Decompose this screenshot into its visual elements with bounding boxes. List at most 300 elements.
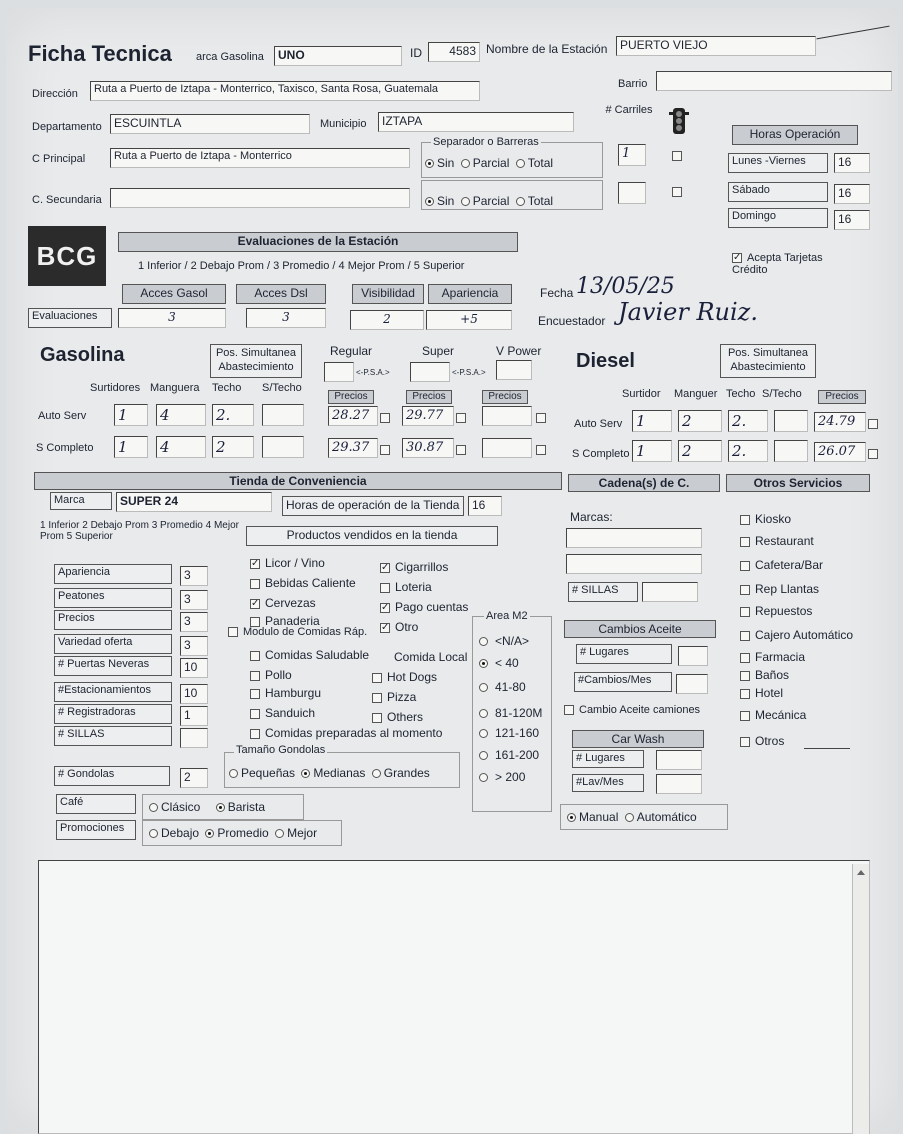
producto-checkbox[interactable]: ✓: [251, 597, 260, 609]
psa-label-2: <-P.S.A.>: [452, 368, 486, 377]
carwash-mode-options[interactable]: [564, 810, 697, 824]
carriles-secundaria-field[interactable]: [618, 182, 646, 204]
total-label: Total: [527, 194, 554, 208]
debajo-label: Debajo: [161, 826, 200, 840]
checkbox[interactable]: [868, 449, 878, 459]
checkbox[interactable]: [250, 689, 260, 699]
medianas-radio[interactable]: [301, 769, 310, 778]
comidas-saludable-label: Comidas Saludable: [265, 648, 370, 662]
area-option[interactable]: [476, 748, 539, 762]
direccion-field[interactable]: Ruta a Puerto de Iztapa - Monterrico, Taxisco, Santa Rosa, Guatemala: [90, 81, 480, 101]
otros-servicio-checkbox[interactable]: [740, 689, 750, 699]
cambios-aceite-header: Cambios Aceite: [564, 620, 716, 638]
total-radio[interactable]: [516, 197, 525, 206]
gas-autoserv-regular-precio[interactable]: 28.27: [328, 406, 378, 426]
producto-item[interactable]: [380, 580, 432, 594]
checkbox[interactable]: [536, 445, 546, 455]
sin-label: Sin: [437, 194, 455, 208]
pollo[interactable]: [250, 668, 292, 682]
diesel-pos-simultanea: Pos. Simultanea Abastecimiento: [720, 344, 816, 378]
fecha-label: Fecha: [540, 286, 574, 300]
producto-label: Pago cuentas: [395, 600, 469, 614]
otros-servicio-checkbox[interactable]: [740, 607, 750, 617]
gas-autoserv-vpower-precio[interactable]: [482, 406, 532, 426]
gas-autoserv-super-check[interactable]: [456, 410, 471, 424]
mejor-radio[interactable]: [275, 829, 284, 838]
gas-scompleto-vpower-precio[interactable]: [482, 438, 532, 458]
gas-autoserv-vpower-check[interactable]: [536, 410, 551, 424]
hours-sunday-label: Domingo: [728, 208, 828, 228]
otros-servicio-item[interactable]: [740, 604, 812, 618]
area-option-label: 121-160: [495, 726, 540, 740]
id-label: ID: [410, 46, 422, 60]
tienda-rating-label: # Gondolas: [54, 766, 170, 786]
otros-servicio-item[interactable]: [740, 628, 853, 642]
area-radio[interactable]: [479, 773, 488, 782]
area-radio[interactable]: [479, 683, 488, 692]
separador-label: Separador o Barreras: [433, 136, 539, 148]
otros-servicio-checkbox[interactable]: [740, 653, 750, 663]
dsl-scompleto-stecho[interactable]: [774, 440, 808, 462]
area-radio[interactable]: [479, 709, 488, 718]
mejor-label: Mejor: [287, 826, 318, 840]
precios-super-header: Precios: [406, 390, 452, 404]
pollo-label: Pollo: [265, 668, 292, 682]
producto-checkbox[interactable]: ✓: [381, 601, 390, 613]
fecha-value[interactable]: 13/05/25: [576, 274, 675, 299]
carwash-lav-field[interactable]: [656, 774, 702, 794]
form-page: [6, 8, 898, 1134]
hours-weekday-field[interactable]: 16: [834, 153, 870, 173]
otros-servicio-item[interactable]: [740, 582, 819, 596]
otros-servicios-header: Otros Servicios: [726, 474, 870, 492]
manual-radio[interactable]: [567, 813, 576, 822]
marcas-field-1[interactable]: [566, 528, 702, 548]
separador-secundaria-options[interactable]: [422, 194, 553, 208]
hamburgu[interactable]: [250, 686, 321, 700]
gas-autoserv-stecho[interactable]: [262, 404, 304, 426]
area-m2-label: Area M2: [486, 610, 528, 622]
total-radio[interactable]: [516, 159, 525, 168]
otros-servicio-label: Mecánica: [755, 708, 807, 722]
carriles-label: # Carriles: [605, 104, 653, 116]
tienda-horas-label: Horas de operación de la Tienda: [282, 496, 464, 516]
c-principal-field[interactable]: Ruta a Puerto de Iztapa - Monterrico: [110, 148, 410, 168]
tienda-scale: 1 Inferior 2 Debajo Prom 3 Promedio 4 Mejor Prom 5 Superior: [40, 520, 239, 542]
car-wash-header: Car Wash: [572, 730, 704, 748]
gas-autoserv-super-precio[interactable]: 29.77: [402, 406, 454, 426]
separador-principal-options[interactable]: [422, 156, 553, 170]
otros-servicio-item[interactable]: [740, 668, 789, 682]
checkbox[interactable]: [456, 445, 466, 455]
producto-label: Panaderia: [265, 614, 320, 628]
producto-label: Cigarrillos: [395, 560, 449, 574]
barrio-field[interactable]: [656, 71, 892, 91]
otros-servicio-item[interactable]: [740, 686, 783, 700]
cadena-sillas-field[interactable]: [642, 582, 698, 602]
area-radio[interactable]: [479, 729, 488, 738]
acces-dsl-field[interactable]: 3: [246, 308, 326, 328]
sin-radio[interactable]: [425, 159, 434, 168]
hours-saturday-label: Sábado: [728, 182, 828, 202]
dsl-scompleto-surtidor[interactable]: 1: [632, 440, 672, 462]
gas-autoserv-regular-check[interactable]: [380, 410, 395, 424]
otros-servicio-label: Baños: [755, 668, 790, 682]
sanduich[interactable]: [250, 706, 315, 720]
checkbox[interactable]: [372, 693, 382, 703]
tienda-rating-label: # SILLAS: [54, 726, 172, 746]
c-secundaria-label: C. Secundaria: [32, 194, 102, 206]
dsl-col-manguer: Manguer: [674, 388, 718, 400]
notes-scrollbar[interactable]: [852, 864, 869, 1134]
area-radio[interactable]: [479, 659, 488, 668]
area-option-label: <N/A>: [495, 634, 530, 648]
gas-scompleto-regular-check[interactable]: [380, 442, 395, 456]
dsl-col-stecho: S/Techo: [762, 388, 802, 400]
tienda-rating-field[interactable]: 3: [180, 566, 208, 586]
area-option-label: 41-80: [495, 680, 526, 694]
total-label: Total: [527, 156, 554, 170]
otros-servicio-item[interactable]: [740, 734, 784, 748]
checkbox[interactable]: [380, 413, 390, 423]
tienda-rating-field[interactable]: [180, 728, 208, 748]
promedio-label: Promedio: [217, 826, 269, 840]
tienda-rating-label: Peatones: [54, 588, 172, 608]
tienda-rating-field[interactable]: 3: [180, 636, 208, 656]
checkbox[interactable]: [456, 413, 466, 423]
producto-item[interactable]: [250, 576, 356, 590]
encuestador-value[interactable]: Javier Ruiz.: [618, 298, 758, 326]
dsl-col-techo: Techo: [726, 388, 756, 400]
marca-gasolina-label: arca Gasolina: [196, 51, 264, 63]
area-option[interactable]: [476, 656, 519, 670]
acces-gasol-header: Acces Gasol: [122, 284, 226, 304]
tienda-horas-field[interactable]: 16: [468, 496, 502, 516]
area-option[interactable]: [476, 634, 529, 648]
direccion-label: Dirección: [32, 88, 78, 100]
gas-scompleto-stecho[interactable]: [262, 436, 304, 458]
carriles-principal-field[interactable]: 1: [618, 144, 646, 166]
id-field[interactable]: 4583: [428, 42, 480, 62]
otros-servicio-item[interactable]: [740, 650, 805, 664]
producto-item[interactable]: [380, 560, 448, 574]
producto-checkbox[interactable]: ✓: [381, 561, 390, 573]
promo-options[interactable]: [146, 826, 317, 840]
otros-servicio-label: Cafetera/Bar: [755, 558, 824, 572]
dsl-autoserv-techo[interactable]: 2.: [728, 410, 768, 432]
otros-servicio-item[interactable]: [740, 512, 791, 526]
carriles-secundaria-check[interactable]: [672, 184, 687, 198]
otros-servicio-label: Restaurant: [755, 534, 814, 548]
comidas-preparadas[interactable]: [250, 726, 442, 740]
acepta-tarjetas[interactable]: [732, 252, 852, 276]
gas-scompleto-label: S Completo: [36, 442, 94, 454]
automatico-radio[interactable]: [625, 813, 634, 822]
comidas-saludable[interactable]: [250, 648, 369, 662]
tienda-rating-field[interactable]: 10: [180, 658, 208, 678]
tienda-marca-label: Marca: [50, 492, 112, 510]
area-option[interactable]: [476, 680, 526, 694]
promociones-label: Promociones: [56, 820, 136, 840]
area-option-label: 161-200: [495, 748, 540, 762]
otros-servicio-label: Rep Llantas: [755, 582, 820, 596]
gas-scompleto-manguera[interactable]: 4: [156, 436, 206, 458]
grandes-label: Grandes: [383, 766, 430, 780]
producto-checkbox[interactable]: [250, 579, 260, 589]
others-label: Others: [387, 710, 424, 724]
otros-servicio-checkbox[interactable]: [740, 737, 750, 747]
c-secundaria-field[interactable]: [110, 188, 410, 208]
producto-item[interactable]: [380, 600, 468, 614]
dsl-scompleto-check[interactable]: [868, 446, 883, 460]
tienda-rating-label: # Registradoras: [54, 704, 172, 724]
tienda-rating-label: Precios: [54, 610, 172, 630]
barrio-label: Barrio: [618, 78, 648, 90]
regular-pos-field[interactable]: [324, 362, 354, 382]
gas-col-surtidores: Surtidores: [90, 382, 141, 394]
gas-scompleto-surtidores[interactable]: 1: [114, 436, 148, 458]
gas-autoserv-techo[interactable]: 2.: [212, 404, 254, 426]
marcas-label: Marcas:: [570, 510, 613, 524]
otros-servicio-checkbox[interactable]: [740, 561, 750, 571]
producto-checkbox[interactable]: ✓: [251, 557, 260, 569]
tienda-rating-field[interactable]: 10: [180, 684, 208, 704]
evaluaciones-scale: 1 Inferior / 2 Debajo Prom / 3 Promedio / 4 Mejor Prom / 5 Superior: [138, 260, 465, 272]
medianas-label: Medianas: [313, 766, 366, 780]
otros-servicio-checkbox[interactable]: [740, 515, 750, 525]
checkbox[interactable]: [250, 671, 260, 681]
otros-servicio-checkbox[interactable]: [740, 537, 750, 547]
dsl-scompleto-precio[interactable]: 26.07: [814, 442, 866, 462]
checkbox[interactable]: [868, 419, 878, 429]
bcg-logo: BCG: [28, 226, 106, 286]
otros-servicio-label: Cajero Automático: [755, 628, 854, 642]
tienda-rating-field[interactable]: 3: [180, 590, 208, 610]
tamano-gondolas-options[interactable]: [226, 766, 430, 780]
pizza-label: Pizza: [387, 690, 417, 704]
tienda-rating-label: # Puertas Neveras: [54, 656, 172, 676]
evaluaciones-header: Evaluaciones de la Estación: [118, 232, 518, 252]
gas-scompleto-regular-precio[interactable]: 29.37: [328, 438, 378, 458]
scroll-up-icon[interactable]: [857, 870, 865, 875]
visibilidad-field[interactable]: 2: [350, 310, 424, 330]
cambios-lugares-field[interactable]: [678, 646, 708, 666]
otros-servicio-label: Repuestos: [755, 604, 813, 618]
checkbox[interactable]: [672, 151, 682, 161]
manual-label: Manual: [579, 810, 619, 824]
checkbox[interactable]: [372, 713, 382, 723]
area-option-label: < 40: [495, 656, 519, 670]
gas-scompleto-super-check[interactable]: [456, 442, 471, 456]
form-title: Ficha Tecnica: [28, 41, 172, 66]
area-radio[interactable]: [479, 637, 488, 646]
super-pos-field[interactable]: [410, 362, 450, 382]
gasolina-title: Gasolina: [40, 344, 125, 366]
parcial-label: Parcial: [472, 156, 510, 170]
tienda-marca-field[interactable]: SUPER 24: [116, 492, 272, 512]
hot-dogs-label: Hot Dogs: [387, 670, 438, 684]
hot-dogs[interactable]: [372, 670, 437, 684]
sin-radio[interactable]: [425, 197, 434, 206]
regular-label: Regular: [330, 344, 373, 358]
pizza[interactable]: [372, 690, 416, 704]
tienda-header: Tienda de Conveniencia: [34, 472, 562, 490]
otros-servicio-label: Otros: [755, 734, 785, 748]
checkbox[interactable]: [372, 673, 382, 683]
dsl-scompleto-manguer[interactable]: 2: [678, 440, 722, 462]
acces-gasol-field[interactable]: 3: [118, 308, 226, 328]
cambios-mes-field[interactable]: [676, 674, 708, 694]
gas-autoserv-label: Auto Serv: [38, 410, 87, 422]
vpower-pos-field[interactable]: [496, 360, 532, 380]
sanduich-label: Sanduich: [265, 706, 316, 720]
otros-servicio-label: Hotel: [755, 686, 784, 700]
modulo-comidas-label: Modulo de Comidas Ráp.: [243, 626, 368, 638]
area-option[interactable]: [476, 770, 525, 784]
dsl-scompleto-techo[interactable]: 2.: [728, 440, 768, 462]
gas-autoserv-surtidores[interactable]: 1: [114, 404, 148, 426]
gas-autoserv-manguera[interactable]: 4: [156, 404, 206, 426]
grandes-radio[interactable]: [372, 769, 381, 778]
dsl-col-surtidor: Surtidor: [622, 388, 661, 400]
acepta-tarjetas-checkbox[interactable]: ✓: [733, 252, 742, 264]
nombre-estacion-field[interactable]: PUERTO VIEJO: [616, 36, 816, 56]
checkbox[interactable]: [250, 729, 260, 739]
cafe-options[interactable]: [146, 800, 265, 814]
tienda-rating-field[interactable]: 1: [180, 706, 208, 726]
municipio-field[interactable]: IZTAPA: [378, 112, 574, 132]
area-radio[interactable]: [479, 751, 488, 760]
cambio-camiones-label: Cambio Aceite camiones: [579, 704, 701, 716]
others[interactable]: [372, 710, 423, 724]
pequenas-radio[interactable]: [229, 769, 238, 778]
gas-col-stecho: S/Techo: [262, 382, 302, 394]
sin-label: Sin: [437, 156, 455, 170]
checkbox[interactable]: [250, 709, 260, 719]
marcas-field-2[interactable]: [566, 554, 702, 574]
gas-col-techo: Techo: [212, 382, 242, 394]
municipio-label: Municipio: [320, 118, 367, 130]
visibilidad-header: Visibilidad: [352, 284, 424, 304]
otros-servicio-label: Kiosko: [755, 512, 792, 526]
precios-vpower-header: Precios: [482, 390, 528, 404]
checkbox[interactable]: [672, 187, 682, 197]
otros-servicio-checkbox[interactable]: [740, 671, 750, 681]
gas-scompleto-vpower-check[interactable]: [536, 442, 551, 456]
vpower-label: V Power: [496, 344, 542, 358]
carwash-lugares-label: # Lugares: [572, 750, 644, 768]
producto-checkbox[interactable]: [380, 583, 390, 593]
otros-servicio-item[interactable]: [740, 534, 814, 548]
precios-regular-header: Precios: [328, 390, 374, 404]
producto-item[interactable]: [250, 556, 325, 570]
dsl-autoserv-precio[interactable]: 24.79: [814, 412, 866, 432]
cambios-lugares-label: # Lugares: [576, 644, 672, 664]
debajo-radio[interactable]: [149, 829, 158, 838]
productos-header: Productos vendidos en la tienda: [246, 526, 498, 546]
dsl-autoserv-surtidor[interactable]: 1: [632, 410, 672, 432]
comidas-preparadas-label: Comidas preparadas al momento: [265, 726, 443, 740]
otros-servicio-checkbox[interactable]: [740, 711, 750, 721]
gasolina-pos-simultanea: Pos. Simultanea Abastecimiento: [210, 344, 302, 378]
producto-label: Loteria: [395, 580, 432, 594]
parcial-radio[interactable]: [461, 159, 470, 168]
producto-label: Otro: [395, 620, 419, 634]
dsl-autoserv-check[interactable]: [868, 416, 883, 430]
parcial-label: Parcial: [472, 194, 510, 208]
producto-item[interactable]: [250, 596, 316, 610]
area-option[interactable]: [476, 726, 539, 740]
promedio-radio[interactable]: [205, 829, 214, 838]
carwash-lav-label: #Lav/Mes: [572, 774, 644, 792]
checkbox[interactable]: [536, 413, 546, 423]
checkbox[interactable]: [380, 445, 390, 455]
barista-label: Barista: [227, 800, 266, 814]
evaluaciones-label: Evaluaciones: [28, 308, 112, 328]
dsl-autoserv-label: Auto Serv: [574, 418, 623, 430]
cafe-label: Café: [56, 794, 136, 814]
barista-radio[interactable]: [216, 803, 225, 812]
clasico-radio[interactable]: [149, 803, 158, 812]
dsl-autoserv-manguer[interactable]: 2: [678, 410, 722, 432]
dsl-autoserv-stecho[interactable]: [774, 410, 808, 432]
departamento-field[interactable]: ESCUINTLA: [110, 114, 310, 134]
checkbox[interactable]: [250, 651, 260, 661]
hours-sunday-field[interactable]: 16: [834, 210, 870, 230]
tienda-rating-field[interactable]: 2: [180, 768, 208, 788]
producto-item[interactable]: [380, 620, 418, 634]
otros-servicio-label: Farmacia: [755, 650, 806, 664]
notes-textarea[interactable]: [38, 860, 870, 1134]
gas-col-manguera: Manguera: [150, 382, 200, 394]
acces-dsl-header: Acces Dsl: [236, 284, 326, 304]
encuestador-label: Encuestador: [538, 314, 606, 328]
comida-local-label: Comida Local: [394, 650, 468, 664]
cambio-camiones-checkbox[interactable]: [564, 705, 574, 715]
tienda-rating-label: Apariencia: [54, 564, 172, 584]
tienda-rating-field[interactable]: 3: [180, 612, 208, 632]
carwash-lugares-field[interactable]: [656, 750, 702, 770]
modulo-comidas-checkbox[interactable]: [228, 627, 238, 637]
clasico-label: Clásico: [161, 800, 201, 814]
carriles-principal-check[interactable]: [672, 148, 687, 162]
parcial-radio[interactable]: [461, 197, 470, 206]
dsl-scompleto-label: S Completo: [572, 448, 630, 460]
gas-scompleto-super-precio[interactable]: 30.87: [402, 438, 454, 458]
apariencia-field[interactable]: +5: [426, 310, 512, 330]
otros-underline: [804, 748, 850, 749]
otros-servicio-item[interactable]: [740, 708, 806, 722]
producto-checkbox[interactable]: ✓: [381, 621, 390, 633]
tienda-rating-label: #Estacionamientos: [54, 682, 172, 702]
horas-operacion-header: Horas Operación: [732, 125, 858, 145]
pequenas-label: Pequeñas: [241, 766, 296, 780]
dsl-precios-header: Precios: [818, 390, 866, 404]
pen-stroke: [816, 26, 889, 40]
otros-servicio-checkbox[interactable]: [740, 585, 750, 595]
cambios-mes-label: #Cambios/Mes: [574, 672, 672, 692]
hours-saturday-field[interactable]: 16: [834, 184, 870, 204]
marca-gasolina-field[interactable]: UNO: [274, 46, 402, 66]
otros-servicio-checkbox[interactable]: [740, 631, 750, 641]
area-option[interactable]: [476, 706, 542, 720]
gas-scompleto-techo[interactable]: 2: [212, 436, 254, 458]
cambio-camiones[interactable]: [564, 704, 700, 716]
otros-servicio-item[interactable]: [740, 558, 823, 572]
area-option-label: 81-120M: [495, 706, 543, 720]
producto-label: Bebidas Caliente: [265, 576, 356, 590]
modulo-comidas[interactable]: [228, 626, 367, 638]
